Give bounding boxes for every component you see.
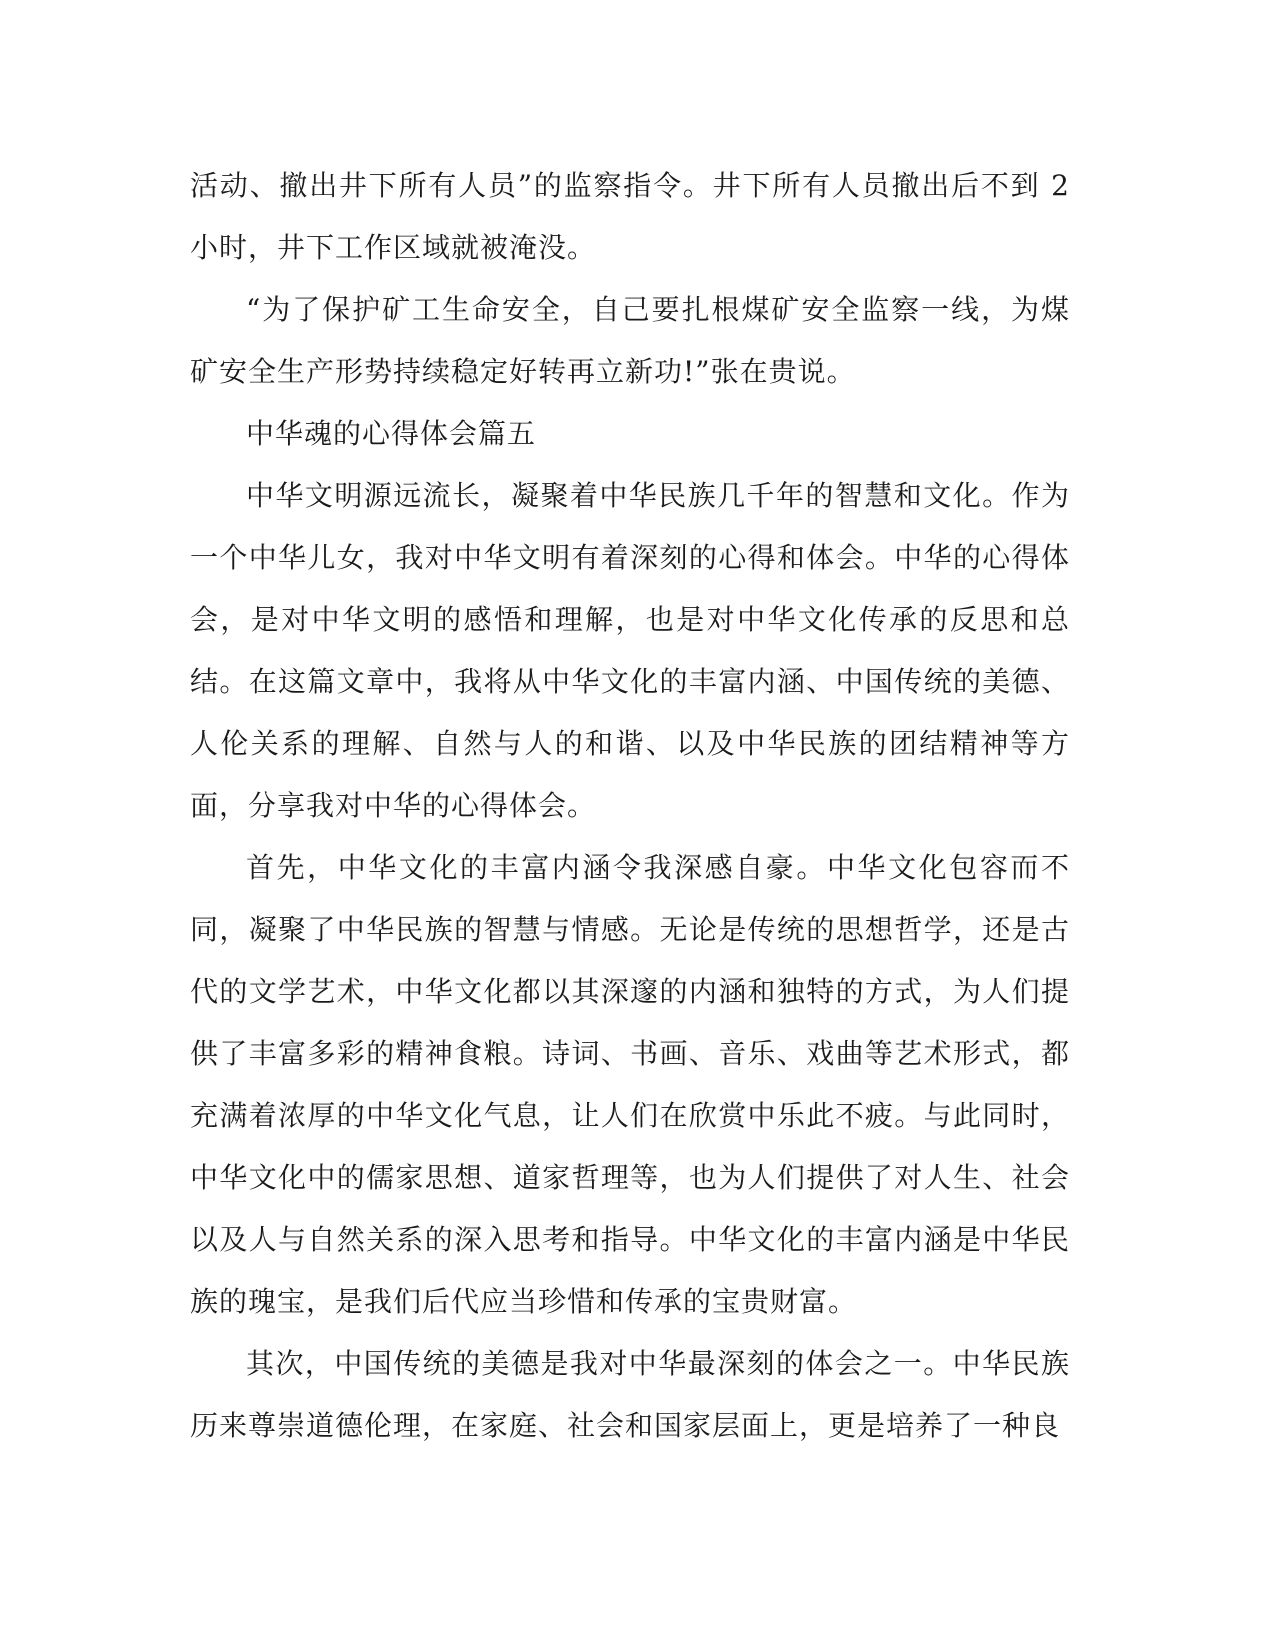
paragraph-intro: 中华文明源远流长，凝聚着中华民族几千年的智慧和文化。作为一个中华儿女，我对中华文明有着深刻的心得和体会。中华的心得体会，是对中华文明的感悟和理解，也是对中华文化传承的反思和总结。在这篇文章中，我将从中华文化的丰富内涵、中国传统的美德、人伦关系的理解、自然与人的和谐、以及中华民族的团结精神等方面，分享我对中华的心得体会。 <box>190 479 1070 822</box>
document-body <box>190 155 1070 1457</box>
section-heading: 中华魂的心得体会篇五 <box>246 417 537 450</box>
paragraph-continuation: 活动、撤出井下所有人员”的监察指令。井下所有人员撤出后不到 2 小时，井下工作区域就被淹没。 <box>190 169 1070 264</box>
paragraph-second-point: 其次，中国传统的美德是我对中华最深刻的体会之一。中华民族历来尊崇道德伦理，在家庭、社会和国家层面上，更是培养了一种良 <box>190 1347 1070 1442</box>
paragraph-first-point: 首先，中华文化的丰富内涵令我深感自豪。中华文化包容而不同，凝聚了中华民族的智慧与情感。无论是传统的思想哲学，还是古代的文学艺术，中华文化都以其深邃的内涵和独特的方式，为人们提供了丰富多彩的精神食粮。诗词、书画、音乐、戏曲等艺术形式，都充满着浓厚的中华文化气息，让人们在欣赏中乐此不疲。与此同时，中华文化中的儒家思想、道家哲理等，也为人们提供了对人生、社会以及人与自然关系的深入思考和指导。中华文化的丰富内涵是中华民族的瑰宝，是我们后代应当珍惜和传承的宝贵财富。 <box>190 851 1070 1318</box>
paragraph-quote: “为了保护矿工生命安全，自己要扎根煤矿安全监察一线，为煤矿安全生产形势持续稳定好转再立新功!”张在贵说。 <box>190 293 1070 388</box>
